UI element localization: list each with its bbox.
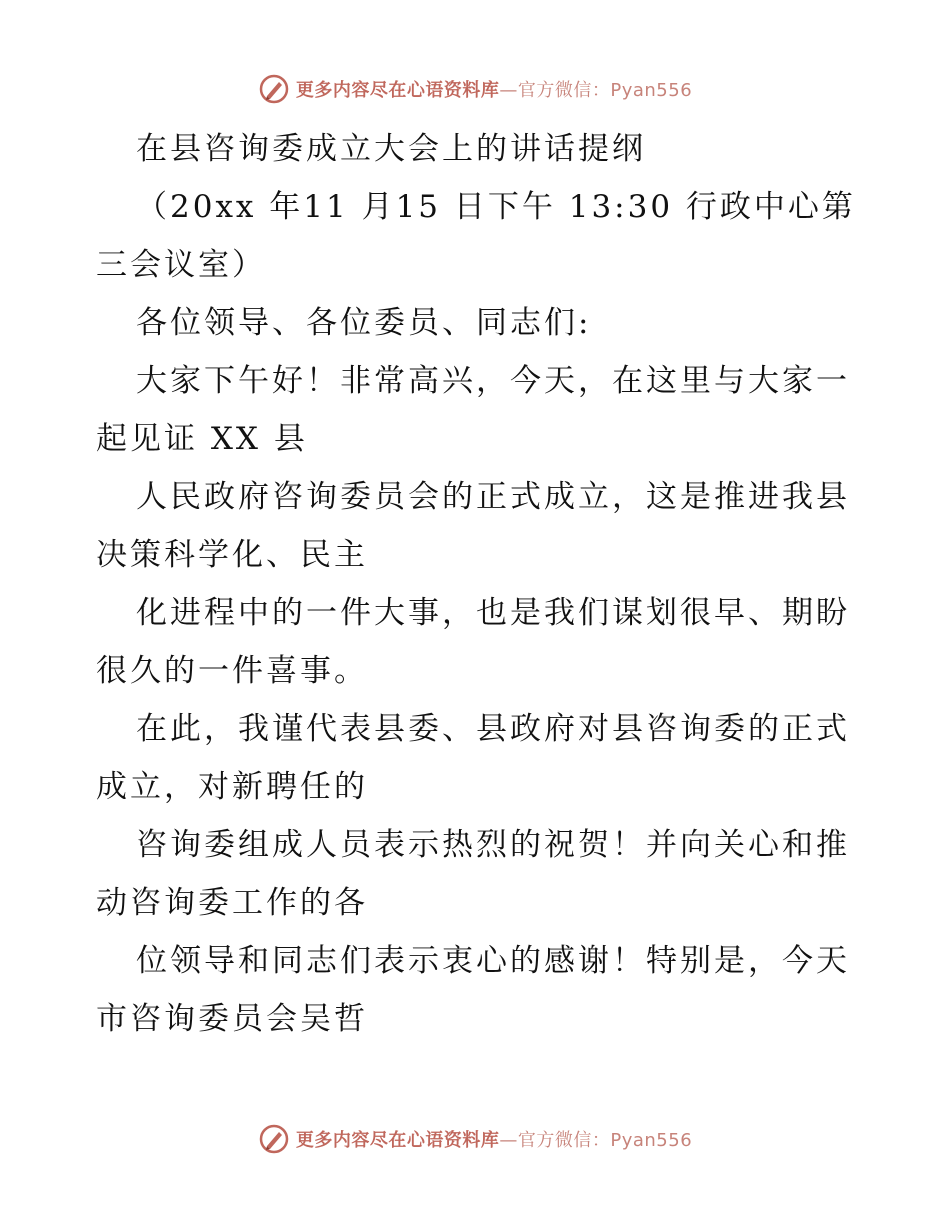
body-paragraph: 人民政府咨询委员会的正式成立，这是推进我县决策科学化、民主: [96, 479, 850, 573]
body-paragraph: 位领导和同志们表示衷心的感谢！特别是，今天市咨询委员会吴哲: [96, 943, 850, 1037]
pen-logo-icon: [258, 73, 290, 105]
pen-logo-icon: [258, 1123, 290, 1155]
banner-text-main: 更多内容尽在心语资料库: [295, 80, 500, 101]
meeting-info: （20xx 年11 月15 日下午 13:30 行政中心第三会议室）: [96, 189, 856, 283]
document-title: 在县咨询委成立大会上的讲话提纲: [136, 131, 646, 167]
banner-text-wechat: —官方微信：Pyan556: [499, 80, 693, 101]
body-paragraph: 咨询委组成人员表示热烈的祝贺！并向关心和推动咨询委工作的各: [96, 827, 850, 921]
body-paragraph: 大家下午好！非常高兴，今天，在这里与大家一起见证 XX 县: [96, 363, 850, 457]
banner-text-main: 更多内容尽在心语资料库: [295, 1130, 500, 1151]
salutation: 各位领导、各位委员、同志们:: [136, 305, 592, 341]
body-paragraph: 在此，我谨代表县委、县政府对县咨询委的正式成立，对新聘任的: [96, 711, 850, 805]
header-banner: [0, 72, 950, 106]
document-body: [96, 120, 856, 1048]
body-paragraph: 化进程中的一件大事，也是我们谋划很早、期盼很久的一件喜事。: [96, 595, 850, 689]
footer-banner: [0, 1122, 950, 1156]
banner-text-wechat: —官方微信：Pyan556: [499, 1130, 693, 1151]
banner-text: [296, 76, 692, 102]
banner-text: [296, 1126, 692, 1152]
